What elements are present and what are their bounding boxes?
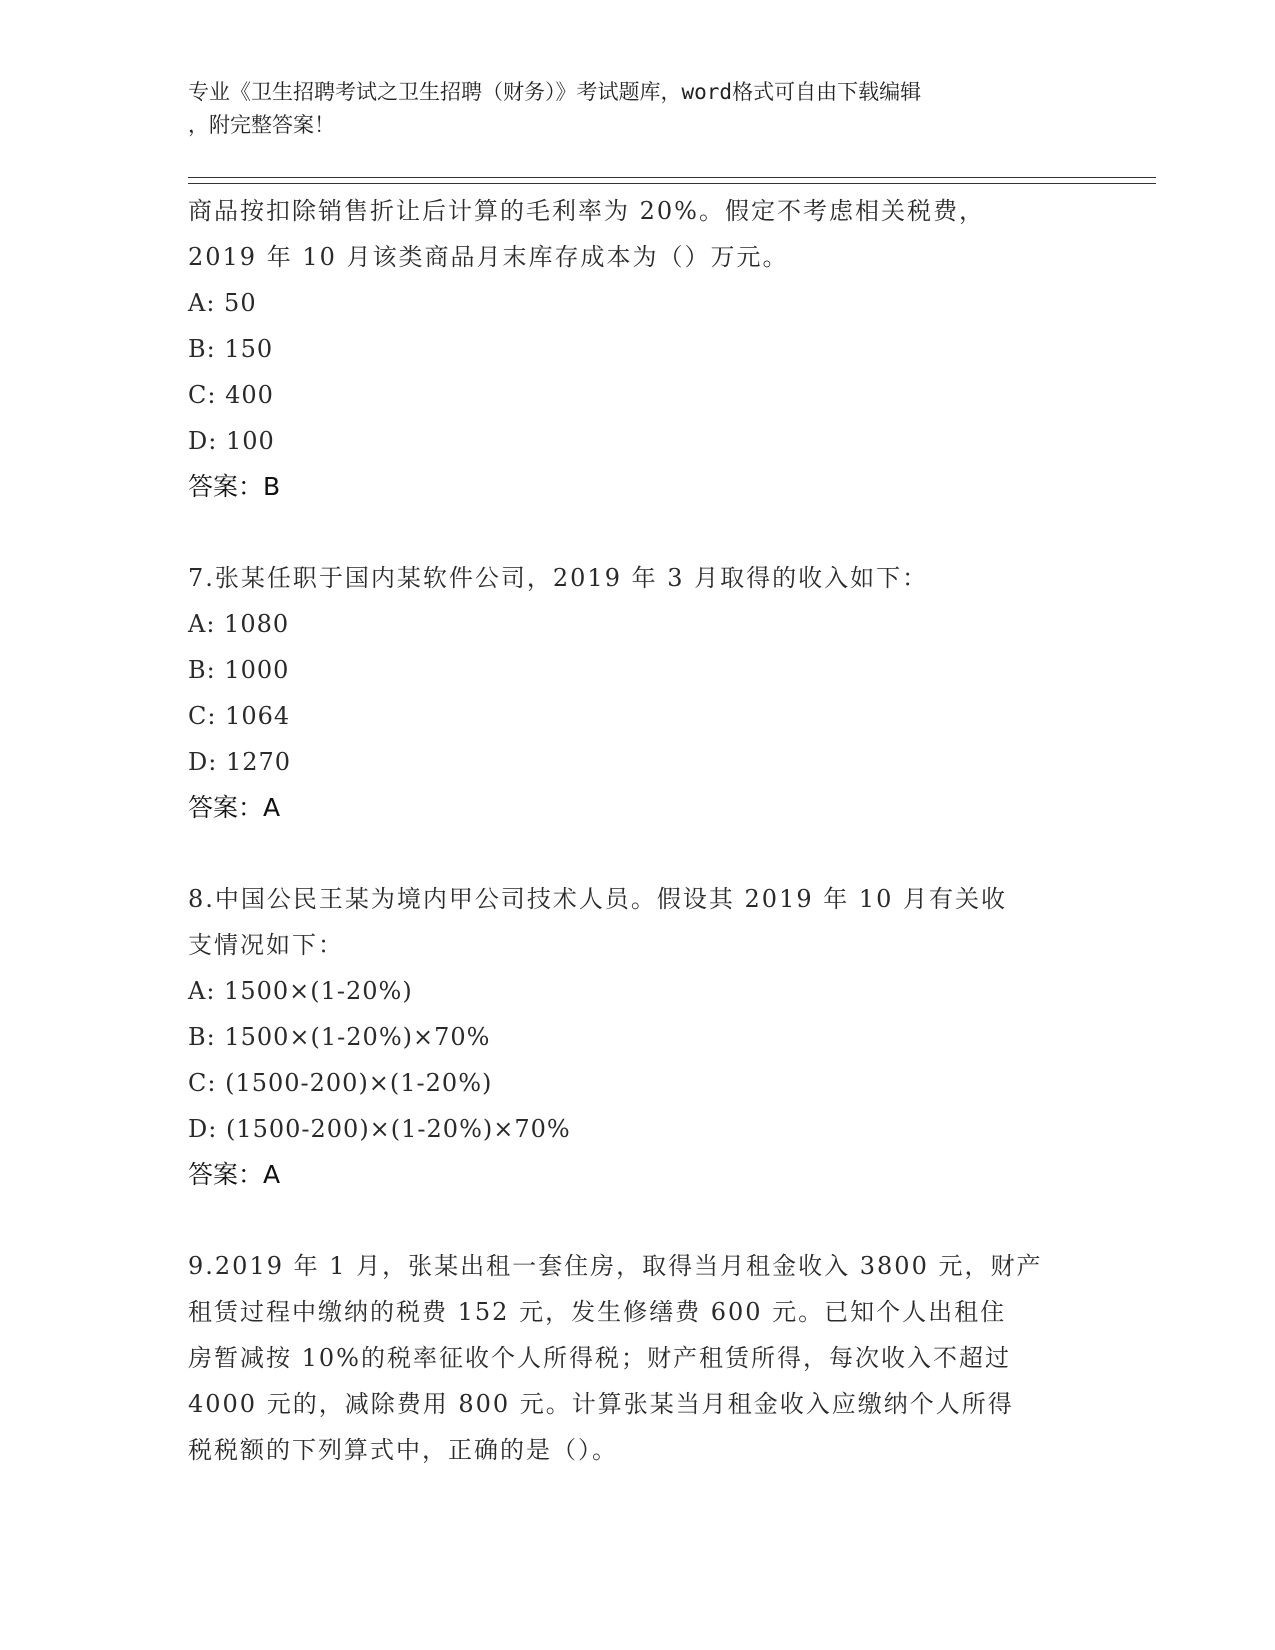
question-6-option-b: B: 150: [188, 335, 274, 363]
question-7: [188, 555, 1088, 831]
question-7-option-d: D: 1270: [188, 748, 292, 776]
question-8-option-b: B: 1500×(1-20%)×70%: [188, 1023, 491, 1051]
question-8-option-d: D: (1500-200)×(1-20%)×70%: [188, 1115, 571, 1143]
question-8-option-a: A: 1500×(1-20%): [188, 977, 413, 1005]
question-9-stem-line-1: 9.2019 年 1 月，张某出租一套住房，取得当月租金收入 3800 元，财产: [188, 1252, 1043, 1280]
header-title-line-1: 专业《卫生招聘考试之卫生招聘（财务）》考试题库，word格式可自由下载编辑: [188, 80, 922, 104]
question-6-stem-line-1: 商品按扣除销售折让后计算的毛利率为 20%。假定不考虑相关税费，: [188, 197, 985, 225]
question-7-option-a: A: 1080: [188, 610, 290, 638]
spacer: [188, 831, 1088, 876]
question-7-answer: 答案：A: [188, 793, 281, 822]
question-8-stem-line-2: 支情况如下：: [188, 931, 344, 959]
question-8-stem-line-1: 8.中国公民王某为境内甲公司技术人员。假设其 2019 年 10 月有关收: [188, 885, 1008, 913]
question-6-answer: 答案：B: [188, 472, 281, 501]
question-9-stem-line-2: 租赁过程中缴纳的税费 152 元，发生修缮费 600 元。已知个人出租住: [188, 1298, 1007, 1326]
question-9: [188, 1243, 1088, 1473]
question-6-stem-line-2: 2019 年 10 月该类商品月末库存成本为（）万元。: [188, 243, 789, 271]
question-8-option-c: C: (1500-200)×(1-20%): [188, 1069, 493, 1097]
spacer: [188, 510, 1088, 555]
question-9-stem-line-4: 4000 元的，减除费用 800 元。计算张某当月租金收入应缴纳个人所得: [188, 1390, 1014, 1418]
page-header: [188, 76, 1068, 142]
question-6-option-a: A: 50: [188, 289, 257, 317]
question-6-option-d: D: 100: [188, 427, 275, 455]
question-7-stem-line-1: 7.张某任职于国内某软件公司，2019 年 3 月取得的收入如下：: [188, 564, 929, 592]
document-body: [188, 188, 1088, 1473]
question-6-option-c: C: 400: [188, 381, 274, 409]
question-8: [188, 876, 1088, 1198]
question-7-option-b: B: 1000: [188, 656, 290, 684]
question-8-answer: 答案：A: [188, 1160, 281, 1189]
question-6: [188, 188, 1088, 510]
question-9-stem-line-3: 房暂减按 10%的税率征收个人所得税；财产租赁所得，每次收入不超过: [188, 1344, 1011, 1372]
header-divider-bottom: [188, 183, 1156, 184]
header-title-line-2: ，附完整答案！: [188, 113, 335, 137]
question-7-option-c: C: 1064: [188, 702, 291, 730]
question-9-stem-line-5: 税税额的下列算式中，正确的是（）。: [188, 1436, 618, 1464]
spacer: [188, 1198, 1088, 1243]
header-divider-top: [188, 177, 1156, 178]
